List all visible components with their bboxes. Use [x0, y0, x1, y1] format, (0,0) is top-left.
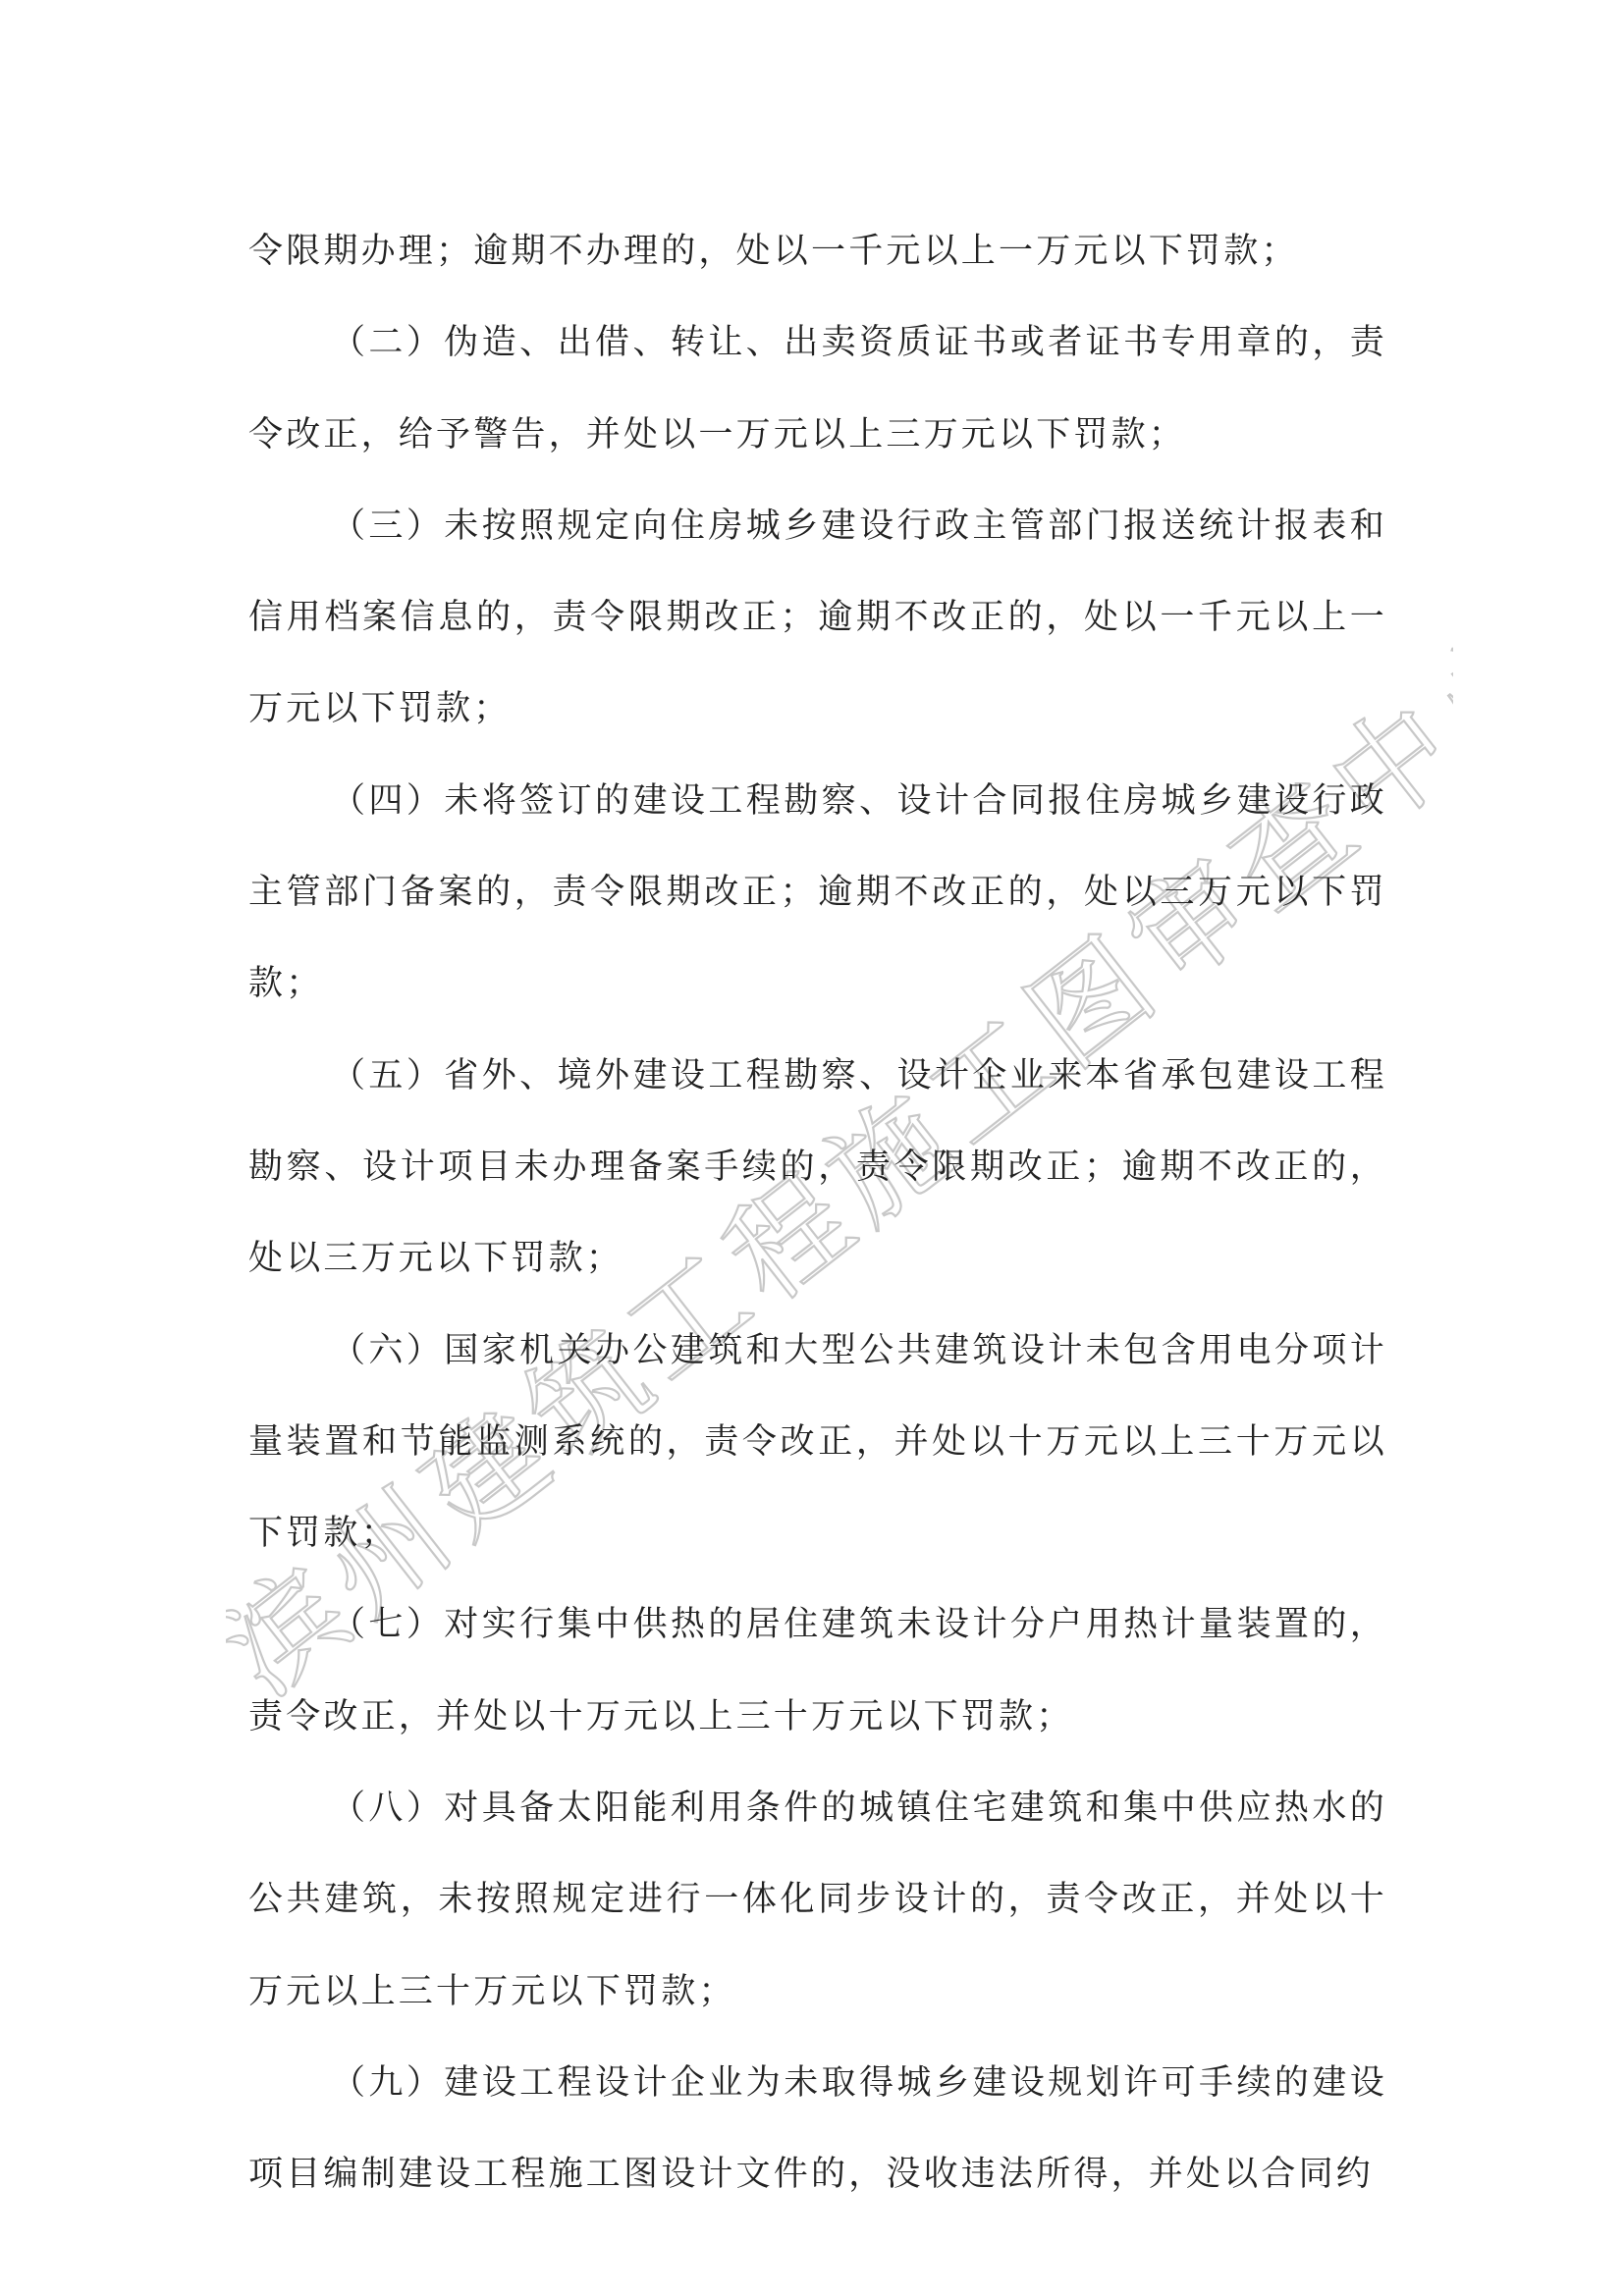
paragraph-item-6: （六）国家机关办公建筑和大型公共建筑设计未包含用电分项计量装置和节能监测系统的，责令改正，并处以十万元以上三十万元以下罚款；: [248, 1330, 1387, 1554]
paragraph-item-7: （七）对实行集中供热的居住建筑未设计分户用热计量装置的，责令改正，并处以十万元以上三十万元以下罚款；: [248, 1605, 1387, 1736]
document-body: [248, 206, 1387, 2221]
paragraph-item-3: （三）未按照规定向住房城乡建设行政主管部门报送统计报表和信用档案信息的，责令限期改正；逾期不改正的，处以一千元以上一万元以下罚款；: [248, 506, 1387, 729]
paragraph-continuation: 令限期办理；逾期不办理的，处以一千元以上一万元以下罚款；: [248, 232, 1299, 271]
paragraph-item-8: （八）对具备太阳能利用条件的城镇住宅建筑和集中供应热水的公共建筑，未按照规定进行一体化同步设计的，责令改正，并处以十万元以上三十万元以下罚款；: [248, 1789, 1387, 2011]
paragraph-item-9: （九）建设工程设计企业为未取得城乡建设规划许可手续的建设项目编制建设工程施工图设计文件的，没收违法所得，并处以合同约: [248, 2062, 1387, 2195]
paragraph-item-5: （五）省外、境外建设工程勘察、设计企业来本省承包建设工程勘察、设计项目未办理备案手续的，责令限期改正；逾期不改正的，处以三万元以下罚款；: [248, 1055, 1387, 1279]
paragraph-item-4: （四）未将签订的建设工程勘察、设计合同报住房城乡建设行政主管部门备案的，责令限期改正；逾期不改正的，处以三万元以下罚款；: [248, 780, 1387, 1004]
svg-text:滨州建筑工程施工图审查中心: 滨州建筑工程施工图审查中心: [226, 591, 1453, 1721]
paragraph-item-2: （二）伪造、出借、转让、出卖资质证书或者证书专用章的，责令改正，给予警告，并处以一万元以上三万元以下罚款；: [248, 323, 1387, 454]
